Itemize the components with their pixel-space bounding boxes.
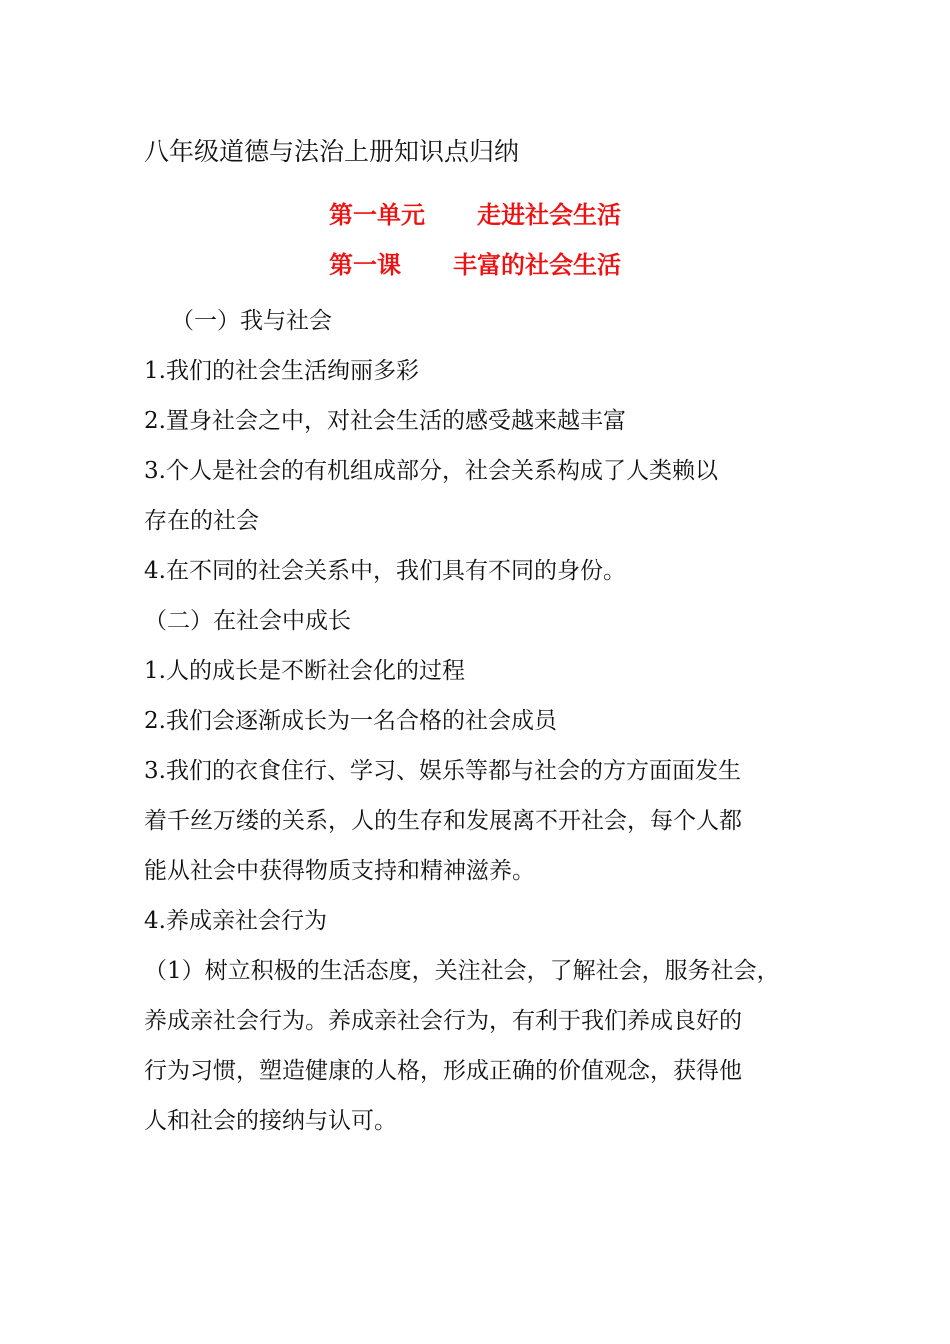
unit-label: 第一单元	[329, 201, 425, 229]
text-line: 能从社会中获得物质支持和精神滋养。	[144, 858, 535, 884]
text-line: 4.在不同的社会关系中，我们具有不同的身份。	[144, 558, 626, 584]
text-line: 人和社会的接纳与认可。	[144, 1108, 397, 1134]
body-text	[144, 296, 808, 1146]
lesson-heading	[0, 245, 950, 285]
text-line: 着千丝万缕的关系，人的生存和发展离不开社会，每个人都	[144, 808, 742, 834]
document-title: 八年级道德与法治上册知识点归纳	[144, 137, 520, 166]
text-line: 2.置身社会之中，对社会生活的感受越来越丰富	[144, 408, 626, 434]
text-line: 1.人的成长是不断社会化的过程	[144, 658, 465, 684]
text-line: 4.养成亲社会行为	[144, 908, 327, 934]
text-line: 存在的社会	[144, 508, 259, 534]
text-line: 行为习惯，塑造健康的人格，形成正确的价值观念，获得他	[144, 1058, 742, 1084]
lesson-name: 丰富的社会生活	[453, 251, 621, 279]
text-line: 3.我们的衣食住行、学习、娱乐等都与社会的方方面面发生	[144, 758, 741, 784]
section-heading-2: （二）在社会中成长	[144, 608, 351, 634]
text-line: 1.我们的社会生活绚丽多彩	[144, 358, 419, 384]
text-line: （1）树立积极的生活态度，关注社会，了解社会，服务社会，	[144, 958, 780, 984]
text-line: 3.个人是社会的有机组成部分，社会关系构成了人类赖以	[144, 458, 718, 484]
lesson-label: 第一课	[329, 251, 401, 279]
text-line: 2.我们会逐渐成长为一名合格的社会成员	[144, 708, 557, 734]
section-heading-1: （一）我与社会	[171, 308, 332, 334]
unit-heading	[0, 195, 950, 235]
unit-name: 走进社会生活	[477, 201, 621, 229]
text-line: 养成亲社会行为。养成亲社会行为，有利于我们养成良好的	[144, 1008, 742, 1034]
